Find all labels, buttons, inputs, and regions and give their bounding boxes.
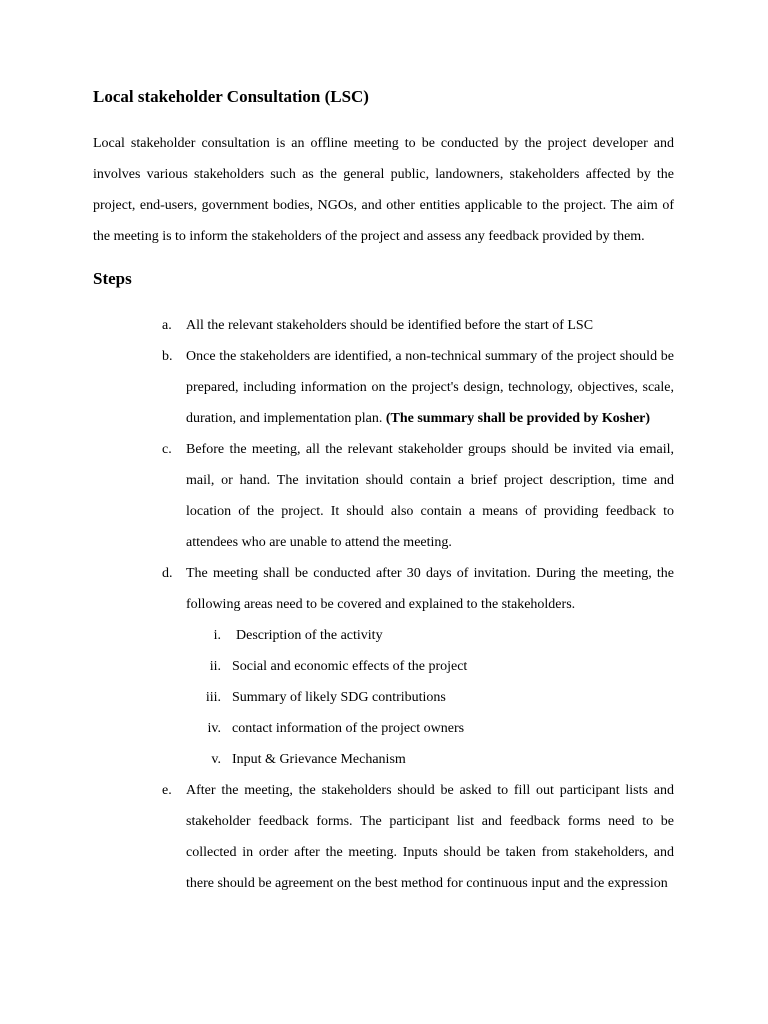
- step-marker: a.: [162, 318, 172, 333]
- sub-list-item: [186, 744, 674, 775]
- sub-list-item: [186, 713, 674, 744]
- sub-text: Social and economic effects of the project: [232, 659, 468, 674]
- step-marker: d.: [162, 566, 173, 581]
- steps-list: [93, 310, 674, 899]
- sub-text: Description of the activity: [236, 628, 383, 643]
- step-item-d: [93, 558, 674, 775]
- sub-text: contact information of the project owners: [232, 721, 465, 736]
- step-item-a: [93, 310, 674, 341]
- steps-heading: Steps: [93, 269, 132, 288]
- sub-list-item: [186, 620, 674, 651]
- step-bold-note: (The summary shall be provided by Kosher): [385, 411, 651, 426]
- step-text: Once the stakeholders are identified, a non-technical summary of the project should be prepared, including information on the project's design, technology, objectives, scale, duration, and implementation plan.: [186, 349, 674, 426]
- step-text: The meeting shall be conducted after 30 days of invitation. During the meeting, the following areas need to be covered and explained to the stakeholders.: [186, 566, 674, 612]
- step-marker: b.: [162, 349, 173, 364]
- sub-marker: ii.: [209, 659, 221, 674]
- document-title: Local stakeholder Consultation (LSC): [93, 87, 369, 106]
- step-item-e: [93, 775, 674, 899]
- step-marker: e.: [162, 783, 172, 798]
- sub-text: Input & Grievance Mechanism: [232, 752, 406, 767]
- sub-list-item: [186, 651, 674, 682]
- step-text: Before the meeting, all the relevant stakeholder groups should be invited via email, mail, or hand. The invitation should contain a brief project description, time and location of the project. It should also contain a means of providing feedback to attendees who are unable to attend the meeting.: [186, 442, 674, 550]
- step-text: After the meeting, the stakeholders should be asked to fill out participant lists and stakeholder feedback forms. The participant list and feedback forms need to be collected in order after the meeting. Inputs should be taken from stakeholders, and there should be agreement on the best method for continuous input and the expression: [186, 783, 674, 891]
- sub-text: Summary of likely SDG contributions: [232, 690, 446, 705]
- sub-marker: i.: [213, 628, 221, 643]
- sub-list-item: [186, 682, 674, 713]
- sub-marker: iii.: [205, 690, 221, 705]
- step-marker: c.: [162, 442, 172, 457]
- sub-marker: iv.: [207, 721, 221, 736]
- step-text: All the relevant stakeholders should be identified before the start of LSC: [186, 318, 594, 333]
- sub-marker: v.: [211, 752, 221, 767]
- intro-paragraph: Local stakeholder consultation is an offline meeting to be conducted by the project developer and involves various stakeholders such as the general public, landowners, stakeholders affected by the project, end-users, government bodies, NGOs, and other entities applicable to the project. The aim of the meeting is to inform the stakeholders of the project and assess any feedback provided by them.: [93, 136, 674, 244]
- step-item-b: [93, 341, 674, 434]
- meeting-topics-list: [186, 620, 674, 775]
- step-item-c: [93, 434, 674, 558]
